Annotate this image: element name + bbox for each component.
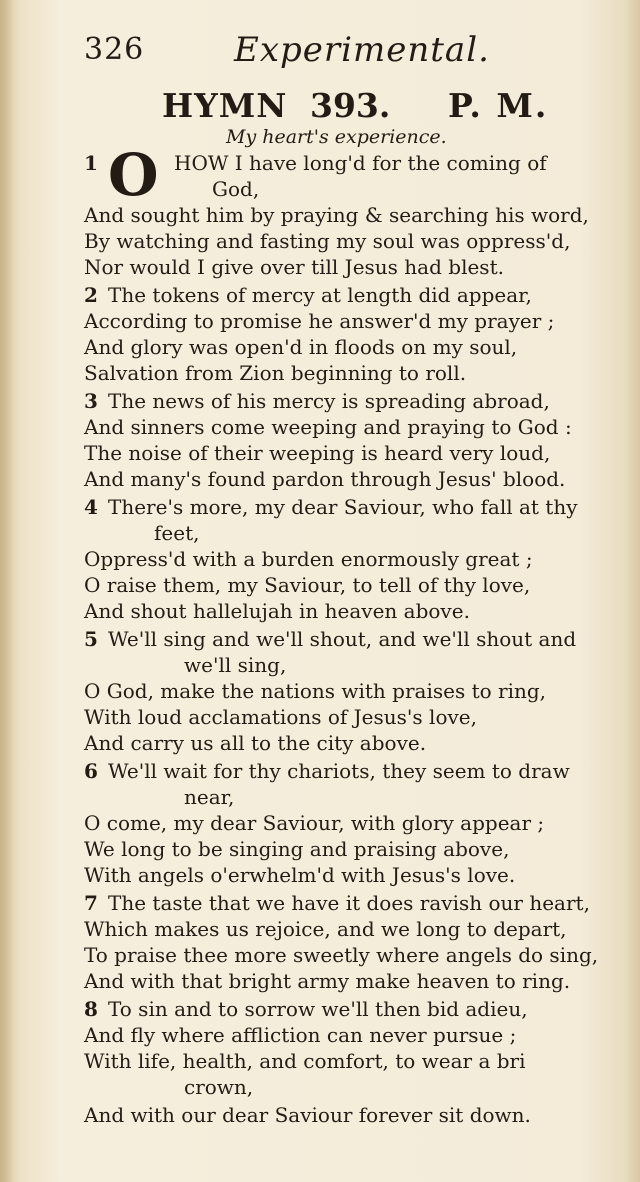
verse-number: 8 <box>84 997 98 1021</box>
page-number: 326 <box>84 32 145 67</box>
hymn-subtitle: My heart's experience. <box>226 126 447 148</box>
verse-6-line-2: near, <box>184 785 235 809</box>
verse-7-line-1 <box>84 890 590 916</box>
verse-line-text: The tokens of mercy at length did appear, <box>108 283 532 307</box>
verse-8-line-2: And fly where affliction can never pursue ; <box>84 1023 517 1047</box>
verse-1-line-4: By watching and fasting my soul was oppress'd, <box>84 229 571 253</box>
verse-5-line-4: With loud acclamations of Jesus's love, <box>84 705 477 729</box>
verse-1-line-5: Nor would I give over till Jesus had blest. <box>84 255 504 279</box>
running-head <box>84 30 624 74</box>
verse-4-line-2: feet, <box>154 521 200 545</box>
verse-number: 2 <box>84 283 98 307</box>
verse-number: 4 <box>84 495 98 519</box>
verse-1-line-2: God, <box>212 177 260 201</box>
verse-number: 3 <box>84 389 98 413</box>
hymn-number: 393. <box>310 86 391 125</box>
verse-6-line-3: O come, my dear Saviour, with glory appear ; <box>84 811 545 835</box>
verse-line-text: We'll sing and we'll shout, and we'll shout and <box>108 627 577 651</box>
verse-5-line-5: And carry us all to the city above. <box>84 731 427 755</box>
verse-2-line-4: Salvation from Zion beginning to roll. <box>84 361 467 385</box>
verse-number: 5 <box>84 627 98 651</box>
section-title: Experimental. <box>234 30 490 70</box>
drop-cap: O <box>108 141 159 209</box>
verse-5-line-2: we'll sing, <box>184 653 287 677</box>
verse-6-line-1 <box>84 758 570 784</box>
verse-4-line-1 <box>84 494 578 520</box>
verse-line-text: We'll wait for thy chariots, they seem to draw <box>108 759 570 783</box>
verse-8-line-1 <box>84 996 528 1022</box>
page-gutter-shadow <box>0 0 14 1182</box>
verse-1-line-1 <box>84 150 547 176</box>
verse-4-line-5: And shout hallelujah in heaven above. <box>84 599 470 623</box>
verse-4-line-4: O raise them, my Saviour, to tell of thy love, <box>84 573 531 597</box>
hymn-heading <box>162 86 582 128</box>
verse-2-line-2: According to promise he answer'd my prayer ; <box>84 309 555 333</box>
verse-7-line-4: And with that bright army make heaven to ring. <box>84 969 571 993</box>
verse-8-line-3: With life, health, and comfort, to wear a bri <box>84 1049 526 1073</box>
verse-2-line-3: And glory was open'd in floods on my soul, <box>84 335 518 359</box>
verse-3-line-3: The noise of their weeping is heard very loud, <box>84 441 551 465</box>
verse-7-line-2: Which makes us rejoice, and we long to depart, <box>84 917 567 941</box>
verse-3-line-4: And many's found pardon through Jesus' blood. <box>84 467 566 491</box>
verse-6-line-4: We long to be singing and praising above, <box>84 837 510 861</box>
verse-4-line-3: Oppress'd with a burden enormously great ; <box>84 547 533 571</box>
verse-3-line-2: And sinners come weeping and praying to God : <box>84 415 572 439</box>
hymn-meter: P. M. <box>448 86 549 125</box>
verse-5-line-3: O God, make the nations with praises to ring, <box>84 679 547 703</box>
verse-5-line-1 <box>84 626 576 652</box>
verse-line-text: The taste that we have it does ravish our heart, <box>108 891 590 915</box>
verse-number: 7 <box>84 891 98 915</box>
verse-3-line-1 <box>84 388 550 414</box>
verse-line-text: To sin and to sorrow we'll then bid adieu, <box>108 997 528 1021</box>
verse-2-line-1 <box>84 282 532 308</box>
verse-number: 6 <box>84 759 98 783</box>
hymn-label: HYMN <box>162 86 288 125</box>
verse-6-line-5: With angels o'erwhelm'd with Jesus's love. <box>84 863 516 887</box>
verse-1-line-3: And sought him by praying & searching his word, <box>84 203 589 227</box>
verse-line-text: There's more, my dear Saviour, who fall at thy <box>108 495 578 519</box>
verse-8-line-5: And with our dear Saviour forever sit down. <box>84 1103 531 1127</box>
verse-number: 1 <box>84 151 98 175</box>
verse-line-text: The news of his mercy is spreading abroad, <box>108 389 550 413</box>
verse-line-text: HOW I have long'd for the coming of <box>174 151 547 175</box>
verse-8-line-4: crown, <box>184 1075 254 1099</box>
verse-7-line-3: To praise thee more sweetly where angels do sing, <box>84 943 599 967</box>
